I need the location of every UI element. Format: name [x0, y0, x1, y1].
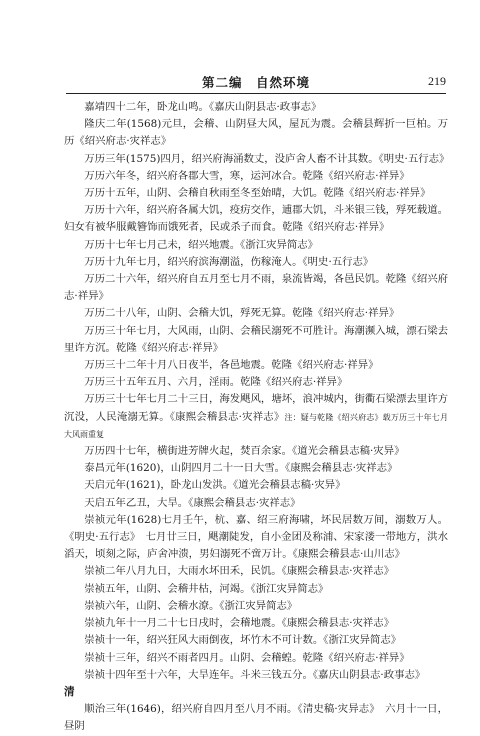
- paragraph: 隆庆二年(1568)元旦，会稽、山阴昼大风，屋瓦为震。会稽县辉折一巨柏。万历《绍兴府志·灾祥志》: [64, 118, 448, 148]
- paragraph: 顺治三年(1646)，绍兴府自四月至八月不雨。《清史稿·灾异志》 六月十一日，昼阴: [64, 703, 448, 733]
- paragraph: 泰昌元年(1620)，山阴四月二十一日大雪。《康熙会稽县志·灾祥志》: [84, 462, 398, 475]
- text-body: [64, 99, 448, 736]
- paragraph: 万历十七年七月己未，绍兴地震。《浙江灾异简志》: [84, 238, 319, 251]
- paragraph: 崇祯六年，山阴、会稽水潦。《浙江灾异简志》: [84, 599, 298, 612]
- paragraph: 崇祯五年，山阴、会稽井枯，河竭。《浙江灾异简志》: [84, 582, 329, 595]
- annotation-note: 注：疑与乾隆《绍兴府志》载万历三十年七月大风雨重复: [64, 412, 448, 439]
- paragraph: 崇祯十一年，绍兴狂风大雨倒夜，坏竹木不可计数。《浙江灾异简志》: [84, 634, 402, 647]
- paragraph: 崇祯十四年至十六年，大旱连年。斗米三钱五分。《嘉庆山阴县志·政事志》: [84, 668, 426, 681]
- paragraph: 万历三年(1575)四月，绍兴府海涌数丈，没庐舍人畜不计其数。《明史·五行志》: [84, 152, 450, 165]
- paragraph: 崇祯九年十一月二十七日戌时，会稽地震。《康熙会稽县志·灾祥志》: [84, 617, 395, 630]
- paragraph: 万历三十五年五月、六月，淫雨。乾隆《绍兴府志·祥异》: [84, 376, 348, 389]
- paragraph: 万历三十年七月，大风雨，山阴、会稽民溺死不可胜计。海潮濒入城，漂石梁去里许方沉。乾隆《绍兴府志·祥异》: [64, 324, 448, 354]
- paragraph: 万历四十七年，横街进芳牌火起，焚百余家。《道光会稽县志稿·灾异》: [84, 445, 405, 458]
- page-number: 219: [428, 74, 446, 88]
- paragraph: 天启五年乙丑，大旱。《康熙会稽县志·灾祥志》: [84, 496, 301, 509]
- paragraph: 万历十六年，绍兴府各属大饥，疫疠交作，逋郡大饥，斗米银三钱，殍死载道。妇女有被华服戴簪饰而饿死者，民或杀子而食。乾隆《绍兴府志·祥异》: [64, 204, 448, 234]
- chapter-title: 第二编 自然环境: [201, 75, 310, 90]
- paragraph: 万历二十八年，山阴、会稽大饥，殍死无算。乾隆《绍兴府志·祥异》: [84, 307, 400, 320]
- running-header: [66, 72, 446, 92]
- header-rule: [66, 93, 446, 94]
- paragraph: 崇祯元年(1628)七月壬午，杭、嘉、绍三府海啸，坏民居数万间，溺数万人。《明史·五行志》 七月廿三日，飓潮陡发，自小金团及称浦、宋家溇一带地方，洪水滔天，顷刻之际，庐舍冲溃，男妇溺死不啻万计。《康熙会稽县志·山川志》: [64, 513, 448, 561]
- paragraph: 万历二十六年，绍兴府自五月至七月不雨，泉流皆竭，各邑民饥。乾隆《绍兴府志·祥异》: [64, 273, 448, 303]
- paragraph: 崇祯十三年，绍兴不雨者四月。山阴、会稽蝗。乾隆《绍兴府志·祥异》: [84, 651, 410, 664]
- paragraph: 万历六年冬，绍兴府各郡大雪，寒，运河冰合。乾隆《绍兴府志·祥异》: [84, 169, 410, 182]
- paragraph: [64, 391, 448, 443]
- paragraph-text: 万历三十七年七月二十三日，海发飓风，塘坏，浪冲城内，街衢石梁漂去里许方沉没，人民淹溺无算。《康熙会稽县志·灾祥志》: [64, 393, 448, 423]
- section-heading: 清: [64, 685, 75, 698]
- paragraph: 万历十五年，山阴、会稽自秋雨至冬至始晴，大饥。乾隆《绍兴府志·祥异》: [84, 187, 431, 200]
- paragraph: 嘉靖四十二年，卧龙山鸣。《嘉庆山阴县志·政事志》: [84, 101, 322, 113]
- paragraph: 万历三十二年十月八日夜半，各邑地震。乾隆《绍兴府志·祥异》: [84, 359, 379, 372]
- paragraph: 天启元年(1621)，卧龙山发洪。《道光会稽县志稿·灾异》: [84, 479, 346, 492]
- paragraph: 万历十九年七月，绍兴府滨海潮溢，伤稼淹人。《明史·五行志》: [84, 255, 374, 268]
- paragraph: 崇祯二年八月九日，大雨水坏田禾，民饥。《康熙会稽县志·灾祥志》: [84, 565, 395, 578]
